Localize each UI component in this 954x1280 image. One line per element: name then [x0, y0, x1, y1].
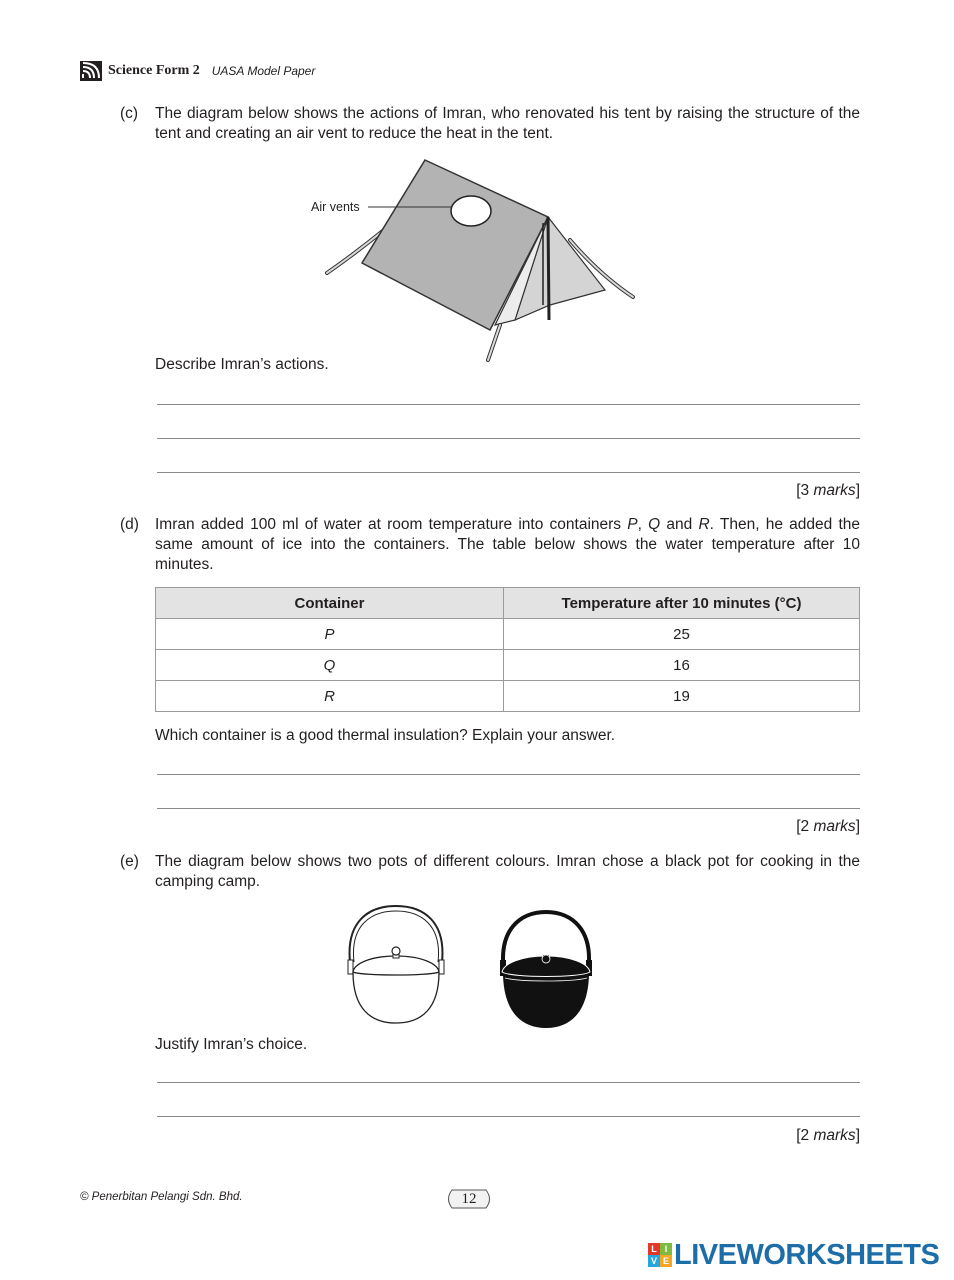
answer-line[interactable] — [157, 808, 860, 809]
answer-line[interactable] — [157, 472, 860, 473]
question-c-label: (c) — [120, 105, 139, 122]
tent-diagram — [300, 155, 650, 365]
air-vents-label: Air vents — [311, 200, 360, 214]
table-row — [156, 681, 860, 712]
white-pot-image — [348, 906, 444, 1023]
table-row — [156, 619, 860, 650]
answer-line[interactable] — [157, 404, 860, 405]
question-d-prompt: Which container is a good thermal insulation? Explain your answer. — [155, 727, 616, 744]
question-c-prompt: Describe Imran’s actions. — [155, 356, 329, 373]
subject-title: Science Form 2 — [108, 63, 200, 78]
table-cell-temperature: 19 — [504, 681, 860, 712]
liveworksheets-brand[interactable] — [648, 1238, 939, 1272]
page-header — [80, 60, 315, 82]
pots-diagram — [340, 900, 610, 1032]
question-e-prompt: Justify Imran’s choice. — [155, 1036, 308, 1053]
question-e-label: (e) — [120, 853, 139, 870]
copyright-text: © Penerbitan Pelangi Sdn. Bhd. — [80, 1191, 243, 1203]
liveworksheets-logo-icon: L I V E — [648, 1243, 672, 1267]
question-c-text: The diagram below shows the actions of Imran, who renovated his tent by raising the structure of the tent and creating an air vent to reduce the heat in the tent. — [155, 105, 860, 142]
question-d-label: (d) — [120, 516, 139, 533]
answer-line[interactable] — [157, 1082, 860, 1083]
answer-line[interactable] — [157, 774, 860, 775]
table-header-container: Container — [156, 588, 504, 619]
question-d-text: Imran added 100 ml of water at room temperature into containers P, Q and R. Then, he added the same amount of ice into the containers. The table below shows the water temperature after 10 minutes. — [155, 516, 860, 573]
question-e-marks: [2 marks] — [796, 1127, 860, 1144]
question-d-marks: [2 marks] — [796, 818, 860, 835]
table-cell-container: R — [156, 681, 504, 712]
page-number: 12 — [444, 1188, 494, 1210]
table-cell-temperature: 16 — [504, 650, 860, 681]
table-cell-container: Q — [156, 650, 504, 681]
temperature-table — [155, 587, 860, 712]
publisher-logo-icon — [80, 61, 102, 81]
question-e-text: The diagram below shows two pots of different colours. Imran chose a black pot for cooking in the camping camp. — [155, 853, 860, 890]
air-vent-opening — [451, 196, 491, 226]
table-row — [156, 650, 860, 681]
liveworksheets-text: LIVEWORKSHEETS — [674, 1238, 940, 1271]
table-header-row — [156, 588, 860, 619]
question-c-marks: [3 marks] — [796, 482, 860, 499]
table-cell-temperature: 25 — [504, 619, 860, 650]
table-cell-container: P — [156, 619, 504, 650]
paper-title: UASA Model Paper — [211, 64, 316, 78]
answer-line[interactable] — [157, 438, 860, 439]
table-header-temperature: Temperature after 10 minutes (°C) — [504, 588, 860, 619]
tent-pole-front — [548, 217, 549, 320]
black-pot-image — [500, 912, 592, 1028]
answer-line[interactable] — [157, 1116, 860, 1117]
